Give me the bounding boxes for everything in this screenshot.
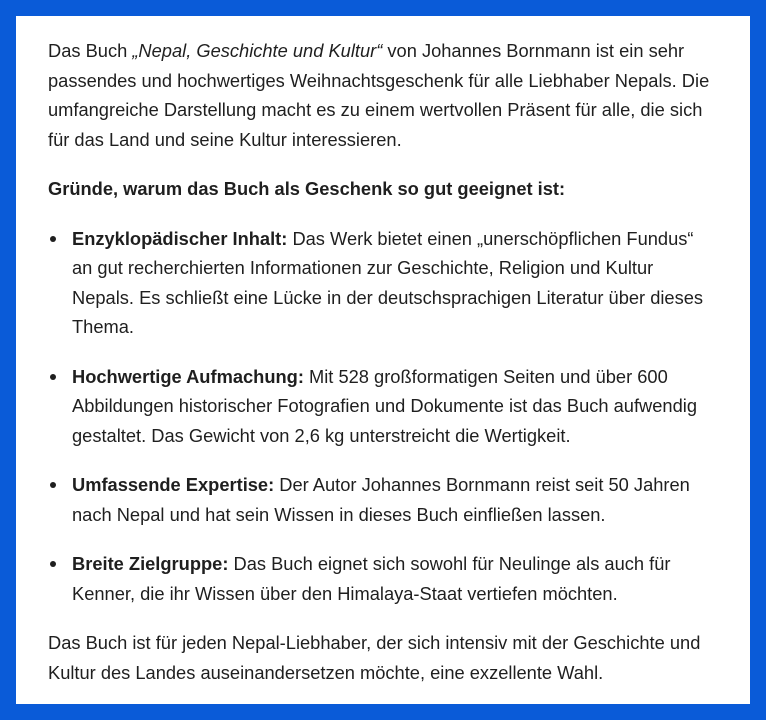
bullet-icon: [50, 236, 56, 242]
list-item: [48, 224, 718, 342]
bullet-icon: [50, 374, 56, 380]
bullet-icon: [50, 482, 56, 488]
bullet-icon: [50, 561, 56, 567]
item-text: Der Autor Johannes Bornmann reist seit 50 Jahren nach Nepal und hat sein Wissen in dieses Buch einfließen lassen.: [72, 474, 690, 525]
item-term: Enzyklopädischer Inhalt:: [72, 227, 288, 249]
response-card: [16, 16, 750, 704]
reasons-list: [48, 224, 718, 609]
closing-paragraph: Das Buch ist für jeden Nepal-Liebhaber, der sich intensiv mit der Geschichte und Kultur des Landes auseinandersetzen möchte, eine exzellente Wahl.: [48, 632, 701, 683]
intro-lead: Das Buch: [48, 40, 133, 61]
item-text: Das Werk bietet einen „unerschöpflichen Fundus“ an gut recherchierten Informationen zur Geschichte, Religion und Kultur Nepals. Es schließt eine Lücke in der deutschsprachigen Literatur über dieses Thema.: [72, 227, 704, 337]
item-term: Hochwertige Aufmachung:: [72, 365, 304, 387]
list-item: [48, 362, 718, 451]
reasons-heading: Gründe, warum das Buch als Geschenk so gut geeignet ist:: [48, 178, 566, 199]
intro-paragraph: [48, 36, 718, 154]
item-text: Das Buch eignet sich sowohl für Neulinge als auch für Kenner, die ihr Wissen über den Himalaya-Staat vertiefen möchten.: [72, 553, 671, 604]
list-item: [48, 470, 718, 529]
list-item: [48, 549, 718, 608]
book-title: „Nepal, Geschichte und Kultur“: [132, 40, 383, 61]
intro-rest: von Johannes Bornmann ist ein sehr passendes und hochwertiges Weihnachtsgeschenk für alle Liebhaber Nepals. Die umfangreiche Darstellung macht es zu einem wertvollen Präsent für alle, die sich für das Land und seine Kultur interessieren.: [48, 40, 710, 150]
item-text: Mit 528 großformatigen Seiten und über 600 Abbildungen historischer Fotografien und Dokumente ist das Buch aufwendig gestaltet. Das Gewicht von 2,6 kg unterstreicht die Wertigkeit.: [72, 365, 697, 446]
item-term: Umfassende Expertise:: [72, 474, 275, 495]
item-term: Breite Zielgruppe:: [72, 553, 229, 574]
